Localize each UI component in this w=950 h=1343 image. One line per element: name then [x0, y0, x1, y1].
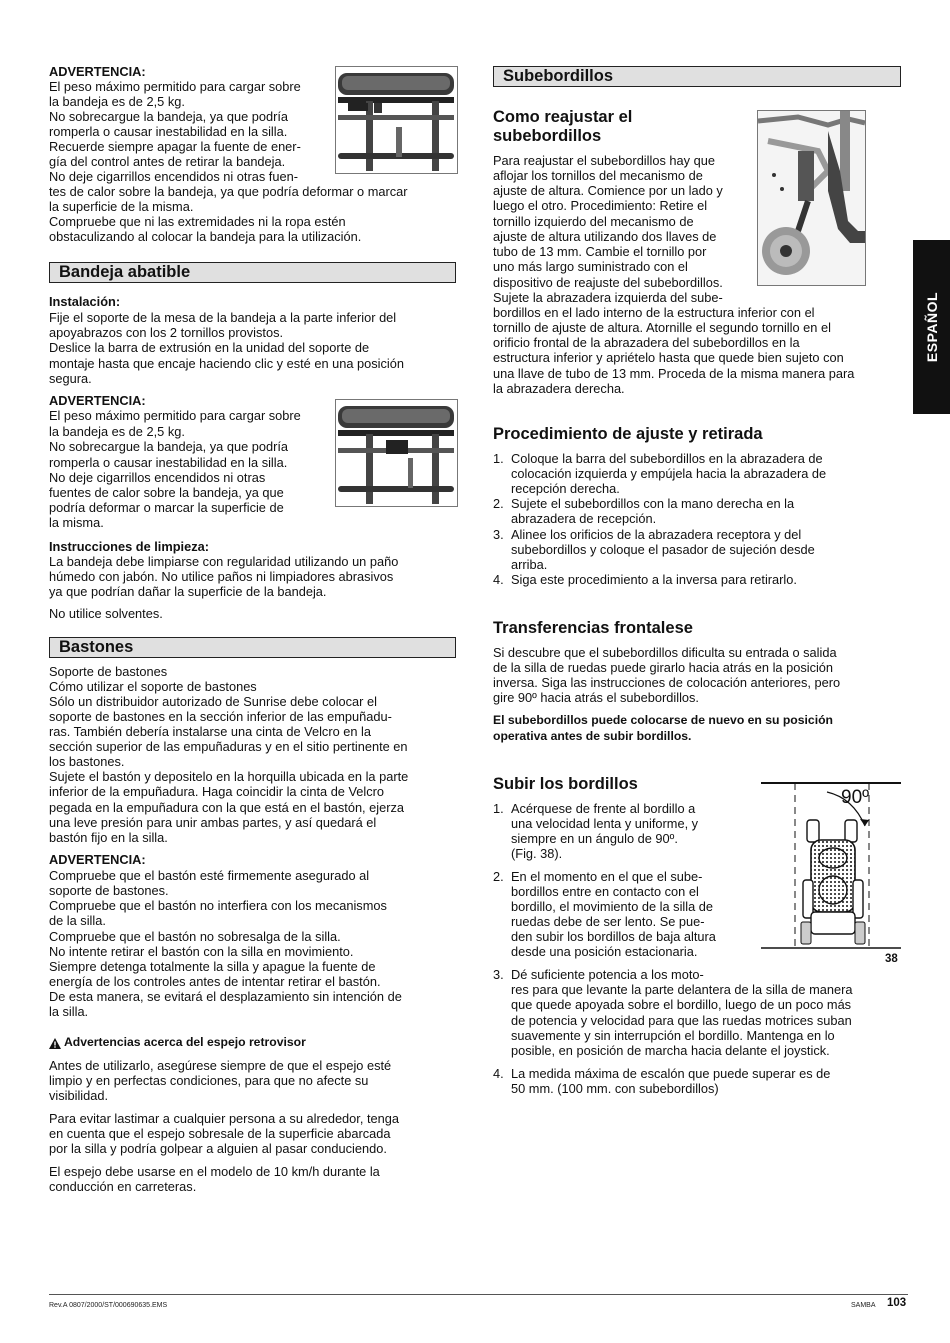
text-line: No deje cigarrillos encendidos ni otras — [49, 470, 266, 485]
footer-rule — [49, 1294, 908, 1295]
list-item: den subir los bordillos de baja altura — [511, 929, 716, 944]
text-line: gire 90º hacia atrás el subebordillos. — [493, 690, 699, 705]
text-line: Recuerde siempre apagar la fuente de ener- — [49, 139, 301, 154]
text-line: los bastones. — [49, 754, 125, 769]
text-line: visibilidad. — [49, 1088, 109, 1103]
text-line: Si descubre que el subebordillos dificulta su entrada o salida — [493, 645, 837, 660]
text-line: podría deformar o marcar la superficie de — [49, 500, 284, 515]
footer-ref: Rev.A 0807/2000/ST/000690635.EMS — [49, 1302, 168, 1309]
text-line: la bandeja es de 2,5 kg. — [49, 424, 185, 439]
text-line: Para evitar lastimar a cualquier persona a su alrededor, tenga — [49, 1111, 399, 1126]
text-line: bastón fijo en la silla. — [49, 830, 168, 845]
page-number: 103 — [887, 1297, 907, 1309]
list-item: Acérquese de frente al bordillo a — [511, 801, 696, 816]
list-number: 3. — [493, 527, 504, 542]
text-line: fuentes de calor sobre la bandeja, ya que — [49, 485, 284, 500]
text-line: inferior de la empuñadura. Haga coincidir la cinta de Velcro — [49, 784, 385, 799]
list-item: subebordillos y coloque el pasador de sujeción desde — [511, 542, 815, 557]
section-header-subebordillos: Subebordillos — [493, 66, 901, 87]
text-line: El peso máximo permitido para cargar sobre — [49, 408, 301, 423]
list-item: suavemente y sin interrupción el bordillo. Mantenga en lo — [511, 1028, 835, 1043]
text-line: ras. También debería instalarse una cinta de Velcro en la — [49, 724, 372, 739]
tray-figure — [335, 66, 458, 174]
text-line: Sujete el bastón y depositelo en la horquilla ubicada en la parte — [49, 769, 409, 784]
text-line: tornillo de ajuste de altura. Atornille el segundo tornillo en el — [493, 320, 831, 335]
text-line: gía del control antes de retirar la bandeja. — [49, 154, 286, 169]
install-heading: Instalación: — [49, 294, 121, 309]
list-item: Siga este procedimiento a la inversa para retirarlo. — [511, 572, 797, 587]
text-line: romperla o causar inestabilidad en la silla. — [49, 124, 288, 139]
list-item: recepción derecha. — [511, 481, 620, 496]
text-line: Fije el soporte de la mesa de la bandeja a la parte inferior del — [49, 310, 397, 325]
text-line: limpio y en perfectas condiciones, para que no afecte su — [49, 1073, 369, 1088]
list-item: que quede apoyada sobre el bordillo, luego de un poco más — [511, 997, 852, 1012]
text-line: pegada en la empuñadura con la que está en el bastón, ejerza — [49, 800, 405, 815]
text-line: la superficie de la misma. — [49, 199, 194, 214]
text-line: bordillos en el lado interno de la estructura inferior con el — [493, 305, 815, 320]
text-line: El espejo debe usarse en el modelo de 10 km/h durante la — [49, 1164, 380, 1179]
list-number: 3. — [493, 967, 504, 982]
text-line: Soporte de bastones — [49, 664, 168, 679]
text-line: ajuste de altura utilizando dos llaves de — [493, 229, 717, 244]
section-header-bandeja: Bandeja abatible — [49, 262, 456, 283]
text-line: orificio frontal de la abrazadera del subebordillos en la — [493, 335, 800, 350]
list-item: bordillo, el movimiento de la silla de — [511, 899, 714, 914]
bold-note: El subebordillos puede colocarse de nuevo en su posición — [493, 713, 833, 727]
text-line: Compruebe que ni las extremidades ni la ropa estén — [49, 214, 346, 229]
text-line: ajuste de altura. Comience por un lado y — [493, 183, 723, 198]
angle-label: 90º — [841, 787, 870, 808]
text-line: La bandeja debe limpiarse con regularidad utilizando un paño — [49, 554, 399, 569]
list-item: Alinee los orificios de la abrazadera receptora y del — [511, 527, 802, 542]
text-line: la bandeja es de 2,5 kg. — [49, 94, 185, 109]
list-item: (Fig. 38). — [511, 846, 563, 861]
text-line: ya que podrían dañar la superficie de la bandeja. — [49, 584, 327, 599]
warning-heading: ADVERTENCIA: — [49, 852, 146, 867]
list-item: Dé suficiente potencia a los moto- — [511, 967, 704, 982]
text-line: tubo de 13 mm. Cambie el tornillo por — [493, 244, 707, 259]
text-line: Compruebe que el bastón esté firmemente asegurado al — [49, 868, 370, 883]
warning-heading: ADVERTENCIA: — [49, 393, 146, 408]
text-line: la misma. — [49, 515, 104, 530]
text-line: por la silla y podría golpear a alguien al pasar conduciendo. — [49, 1141, 387, 1156]
tray-figure — [335, 399, 458, 507]
text-line: Siempre detenga totalmente la silla y apague la fuente de — [49, 959, 376, 974]
section-header-bastones: Bastones — [49, 637, 456, 658]
text-line: conducción en carreteras. — [49, 1179, 197, 1194]
section-title: Procedimiento de ajuste y retirada — [493, 425, 763, 443]
list-number: 4. — [493, 1066, 504, 1081]
text-line: la abrazadera derecha. — [493, 381, 625, 396]
text-line: No sobrecargue la bandeja, ya que podría — [49, 439, 289, 454]
text-line: una llave de tubo de 13 mm. Proceda de la misma manera para — [493, 366, 855, 381]
text-line: uno más largo suministrado con el — [493, 259, 688, 274]
text-line: sección superior de las empuñaduras y en el sitio pertinente en — [49, 739, 408, 754]
section-title: Como reajustar el — [493, 108, 633, 126]
list-item: de potencia y velocidad para que las ruedas motrices suban — [511, 1013, 852, 1028]
text-line: obstaculizando al colocar la bandeja para la utilización. — [49, 229, 362, 244]
language-tab-label: ESPAÑOL — [923, 291, 940, 363]
text-line: Para reajustar el subebordillos hay que — [493, 153, 715, 168]
list-item: Sujete el subebordillos con la mano derecha en la — [511, 496, 795, 511]
text-line: soporte de bastones. — [49, 883, 169, 898]
list-item: abrazadera de recepción. — [511, 511, 657, 526]
list-item: En el momento en el que el sube- — [511, 869, 703, 884]
bold-note: operativa antes de subir bordillos. — [493, 729, 692, 743]
text-line: luego el otro. Procedimiento: Retire el — [493, 198, 708, 213]
text-line: húmedo con jabón. No utilice paños ni limpiadores abrasivos — [49, 569, 394, 584]
footer-model: SAMBA — [851, 1302, 876, 1309]
list-item: colocación izquierda y empújela hacia la abrazadera de — [511, 466, 827, 481]
text-line: Sólo un distribuidor autorizado de Sunrise debe colocar el — [49, 694, 377, 709]
text-line: tornillo izquierdo del mecanismo de — [493, 214, 694, 229]
text-line: romperla o causar inestabilidad en la silla. — [49, 455, 288, 470]
text-line: de la silla. — [49, 913, 106, 928]
text-line: segura. — [49, 371, 92, 386]
list-item: siempre en un ángulo de 90º. — [511, 831, 678, 846]
text-line: dispositivo de reajuste del subebordillos. — [493, 275, 723, 290]
text-line: energía de los controles antes de intentar retirar el bastón. — [49, 974, 381, 989]
list-item: La medida máxima de escalón que puede superar es de — [511, 1066, 831, 1081]
text-line: No intente retirar el bastón con la silla en movimiento. — [49, 944, 354, 959]
text-line: montaje hasta que encaje haciendo clic y esté en una posición — [49, 356, 404, 371]
list-number: 4. — [493, 572, 504, 587]
warning-triangle-icon — [49, 1036, 61, 1054]
text-line: Sujete la abrazadera izquierda del sube- — [493, 290, 723, 305]
text-line: No utilice solventes. — [49, 606, 163, 621]
list-item: arriba. — [511, 557, 548, 572]
list-item: bordillos entre en contacto con el — [511, 884, 699, 899]
text-line: Compruebe que el bastón no interfiera con los mecanismos — [49, 898, 387, 913]
text-line: Antes de utilizarlo, asegúrese siempre de que el espejo esté — [49, 1058, 392, 1073]
list-item: ruedas debe de ser lento. Se pue- — [511, 914, 705, 929]
clean-heading: Instrucciones de limpieza: — [49, 539, 210, 554]
text-line: soporte de bastones en la sección inferior de las empuñadu- — [49, 709, 392, 724]
text-line: aflojar los tornillos del mecanismo de — [493, 168, 703, 183]
list-number: 2. — [493, 869, 504, 884]
section-title: Subir los bordillos — [493, 775, 638, 793]
text-line: una leve presión para unir ambas partes, y así quedará el — [49, 815, 377, 830]
warning-heading: ADVERTENCIA: — [49, 64, 146, 79]
list-number: 1. — [493, 451, 504, 466]
list-item: desde una posición estacionaria. — [511, 944, 698, 959]
text-line: apoyabrazos con los 2 tornillos provistos. — [49, 325, 284, 340]
curb-climber-figure — [757, 110, 866, 286]
text-line: la silla. — [49, 1004, 89, 1019]
section-title: subebordillos — [493, 127, 602, 145]
text-line: en cuenta que el espejo sobresale de la superficie abarcada — [49, 1126, 391, 1141]
text-line: No sobrecargue la bandeja, ya que podría — [49, 109, 289, 124]
text-line: El peso máximo permitido para cargar sobre — [49, 79, 301, 94]
text-line: estructura inferior y apriételo hasta que quede bien sujeto con — [493, 350, 844, 365]
text-line: Compruebe que el bastón no sobresalga de la silla. — [49, 929, 341, 944]
text-line: Deslice la barra de extrusión en la unidad del soporte de — [49, 340, 370, 355]
text-line: inversa. Siga las instrucciones de colocación anteriores, pero — [493, 675, 841, 690]
text-line: No deje cigarrillos encendidos ni otras fuen- — [49, 169, 298, 184]
text-line: de la silla de ruedas puede girarlo hacia atrás en la posición — [493, 660, 834, 675]
list-item: res para que levante la parte delantera de la silla de manera — [511, 982, 853, 997]
list-item: 50 mm. (100 mm. con subebordillos) — [511, 1081, 719, 1096]
text-line: tes de calor sobre la bandeja, ya que podría deformar o marcar — [49, 184, 408, 199]
list-number: 1. — [493, 801, 504, 816]
figure-number: 38 — [885, 953, 898, 965]
list-number: 2. — [493, 496, 504, 511]
section-title: Transferencias frontalese — [493, 619, 693, 637]
mirror-heading: Advertencias acerca del espejo retrovisor — [64, 1035, 306, 1049]
text-line: De esta manera, se evitará el desplazamiento sin intención de — [49, 989, 402, 1004]
language-tab — [913, 240, 950, 414]
list-item: posible, en posición de marcha hacia delante el joystick. — [511, 1043, 830, 1058]
list-item: Coloque la barra del subebordillos en la abrazadera de — [511, 451, 823, 466]
list-item: una velocidad lenta y uniforme, y — [511, 816, 699, 831]
curb-angle-diagram — [761, 780, 901, 950]
text-line: Cómo utilizar el soporte de bastones — [49, 679, 257, 694]
